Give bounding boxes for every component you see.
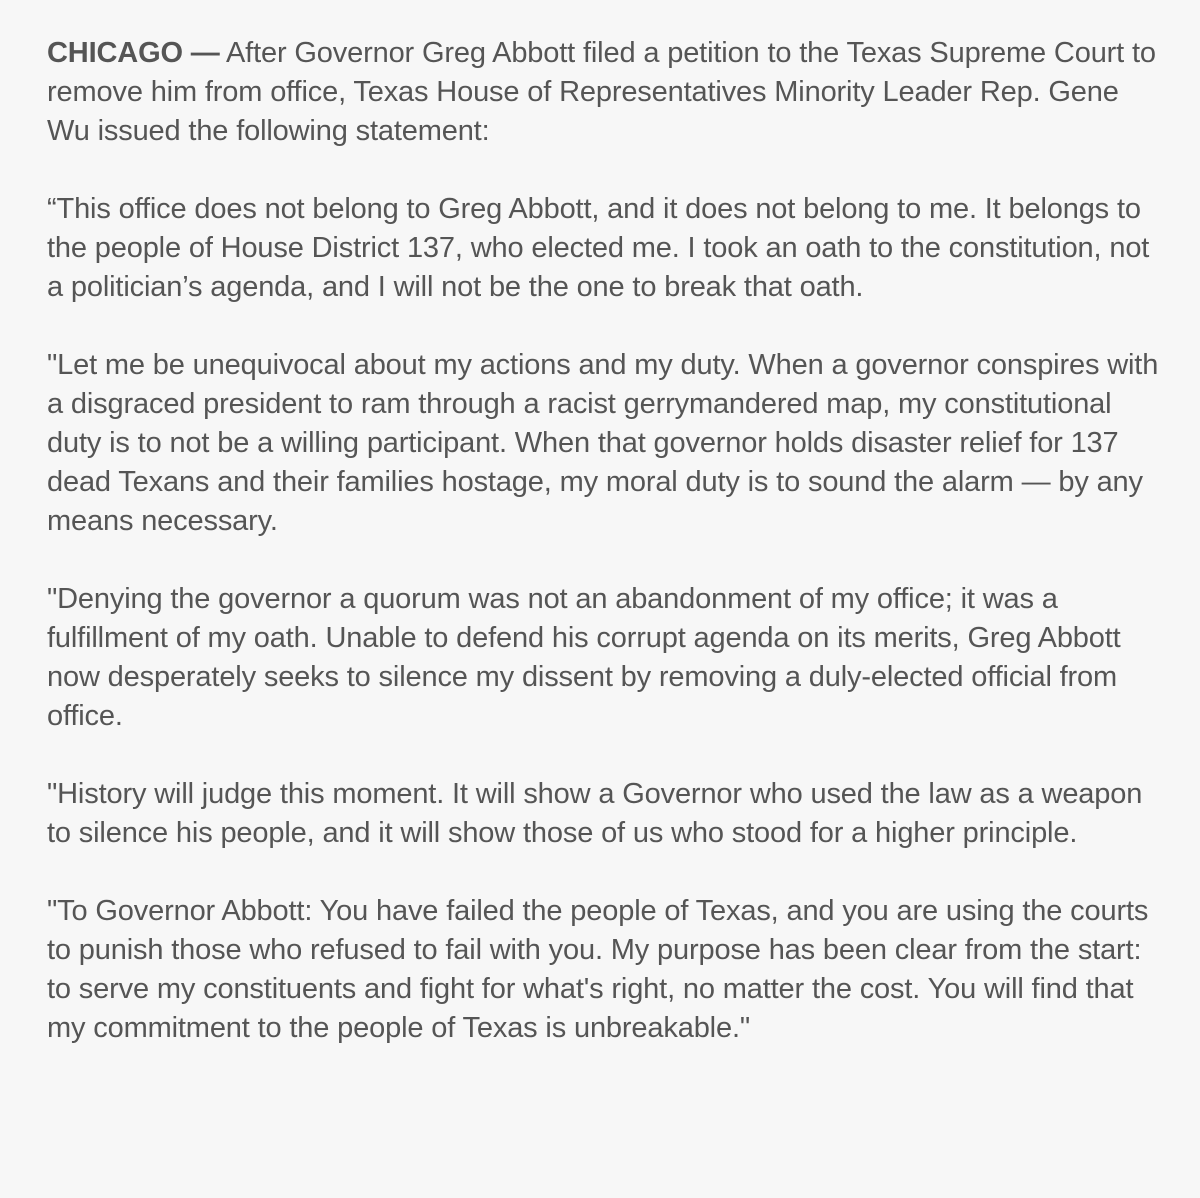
intro-paragraph bbox=[47, 34, 1160, 151]
quote-paragraph-2: "Let me be unequivocal about my actions and my duty. When a governor conspires with a disgraced president to ram through a racist gerrymandered map, my constitutional duty is to not be a willing participant. When that governor holds disaster relief for 137 dead Texans and their families hostage, my moral duty is to sound the alarm — by any means necessary. bbox=[47, 349, 1159, 537]
quote-paragraph-4: "History will judge this moment. It will show a Governor who used the law as a weapon to silence his people, and it will show those of us who stood for a higher principle. bbox=[47, 778, 1143, 849]
dateline: CHICAGO — bbox=[47, 37, 220, 69]
intro-text: After Governor Greg Abbott filed a petition to the Texas Supreme Court to remove him from office, Texas House of Representatives Minority Leader Rep. Gene Wu issued the following statement: bbox=[47, 37, 1156, 147]
quote-paragraph-3: "Denying the governor a quorum was not an abandonment of my office; it was a fulfillment of my oath. Unable to defend his corrupt agenda on its merits, Greg Abbott now desperately seeks to silence my dissent by removing a duly-elected official from office. bbox=[47, 583, 1121, 732]
quote-paragraph-5: "To Governor Abbott: You have failed the people of Texas, and you are using the courts to punish those who refused to fail with you. My purpose has been clear from the start: to serve my constituents and fight for what's right, no matter the cost. You will find that my commitment to the people of Texas is unbreakable." bbox=[47, 895, 1149, 1044]
quote-paragraph-1: “This office does not belong to Greg Abbott, and it does not belong to me. It belongs to the people of House District 137, who elected me. I took an oath to the constitution, not a politician’s agenda, and I will not be the one to break that oath. bbox=[47, 193, 1150, 303]
